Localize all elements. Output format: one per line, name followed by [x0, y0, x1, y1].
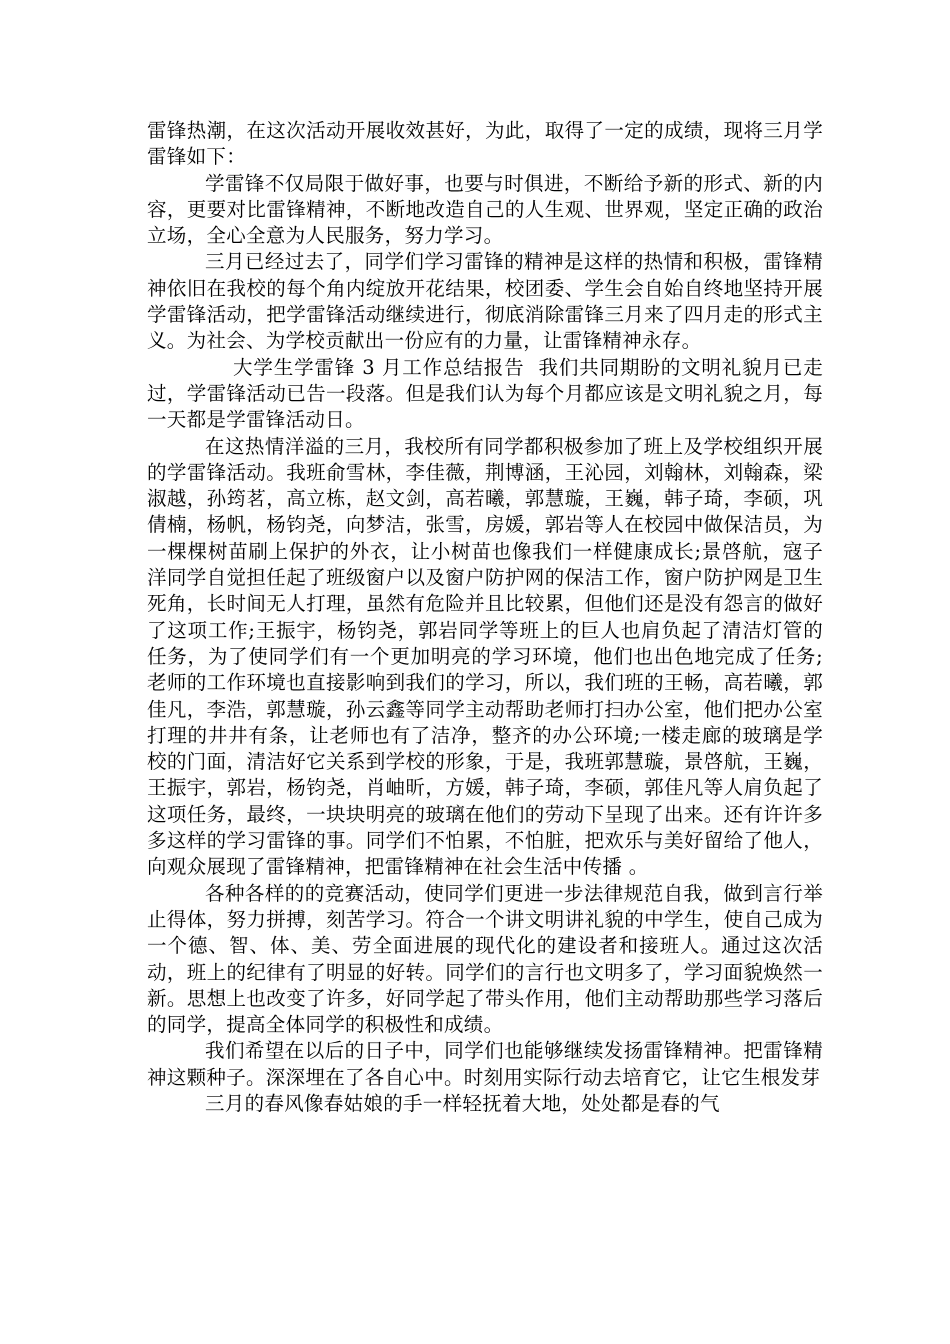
paragraph-hope: 我们希望在以后的日子中，同学们也能够继续发扬雷锋精神。把雷锋精神这颗种子。深深埋在了各自心中。时刻用实际行动去培育它，让它生根发芽: [147, 1039, 823, 1089]
paragraph-march-passed: 三月已经过去了，同学们学习雷锋的精神是这样的热情和积极，雷锋精神依旧在我校的每个角内绽放开花结果，校团委、学生会自始自终地坚持开展学雷锋活动，把学雷锋活动继续进行，彻底消除雷锋三月来了四月走的形式主义。为社会、为学校贡献出一份应有的力量，让雷锋精神永存。: [147, 250, 823, 353]
paragraph-class-activities: 在这热情洋溢的三月，我校所有同学都积极参加了班上及学校组织开展的学雷锋活动。我班俞雪林，李佳薇，荆博涵，王沁园，刘翰林，刘翰森，梁淑越，孙筠茗，高立栋，赵文剑，高若曦，郭慧璇，王巍，韩子琦，李硕，巩倩楠，杨帆，杨钧尧，向梦洁，张雪，房媛，郭岩等人在校园中做保洁员，为一棵棵树苗刷上保护的外衣，让小树苗也像我们一样健康成长;景啓航，寇子洋同学自觉担任起了班级窗户以及窗户防护网的保洁工作，窗户防护网是卫生死角，长时间无人打理，虽然有危险并且比较累，但他们还是没有怨言的做好了这项工作;王振宇，杨钧尧，郭岩同学等班上的巨人也肩负起了清洁灯管的任务，为了使同学们有一个更加明亮的学习环境，他们也出色地完成了任务;老师的工作环境也直接影响到我们的学习，所以，我们班的王畅，高若曦，郭佳凡，李浩，郭慧璇，孙云鑫等同学主动帮助老师打扫办公室，他们把办公室打理的井井有条，让老师也有了洁净，整齐的办公环境;一楼走廊的玻璃是学校的门面，清洁好它关系到学校的形象，于是，我班郭慧璇，景啓航，王巍，王振宇，郭岩，杨钧尧，肖岫昕，方媛，韩子琦，李硕，郭佳凡等人肩负起了这项任务，最终，一块块明亮的玻璃在他们的劳动下呈现了出来。还有许许多多这样的学习雷锋的事。同学们不怕累，不怕脏，把欢乐与美好留给了他人，向观众展现了雷锋精神，把雷锋精神在社会生活中传播 。: [147, 434, 823, 879]
paragraph-report-title: 大学生学雷锋 3 月工作总结报告 我们共同期盼的文明礼貌月已走过，学雷锋活动已告一段落。但是我们认为每个月都应该是文明礼貌之月，每一天都是学雷锋活动日。: [147, 355, 823, 432]
paragraph-intro: 雷锋热潮，在这次活动开展收效甚好，为此，取得了一定的成绩，现将三月学雷锋如下：: [147, 119, 823, 169]
document-page: [147, 118, 823, 1117]
paragraph-spring-breeze: 三月的春风像春姑娘的手一样轻抚着大地，处处都是春的气: [205, 1091, 720, 1115]
paragraph-competitions: 各种各样的的竞赛活动，使同学们更进一步法律规范自我，做到言行举止得体，努力拼搏，刻苦学习。符合一个讲文明讲礼貌的中学生，使自己成为一个德、智、体、美、劳全面进展的现代化的建设者和接班人。通过这次活动，班上的纪律有了明显的好转。同学们的言行也文明多了，学习面貌焕然一新。思想上也改变了许多，好同学起了带头作用，他们主动帮助那些学习落后的同学，提高全体同学的积极性和成绩。: [147, 881, 823, 1037]
paragraph-learning-lei-feng: 学雷锋不仅局限于做好事，也要与时俱进，不断给予新的形式、新的内容，更要对比雷锋精神，不断地改造自己的人生观、世界观，坚定正确的政治立场，全心全意为人民服务，努力学习。: [147, 171, 823, 248]
